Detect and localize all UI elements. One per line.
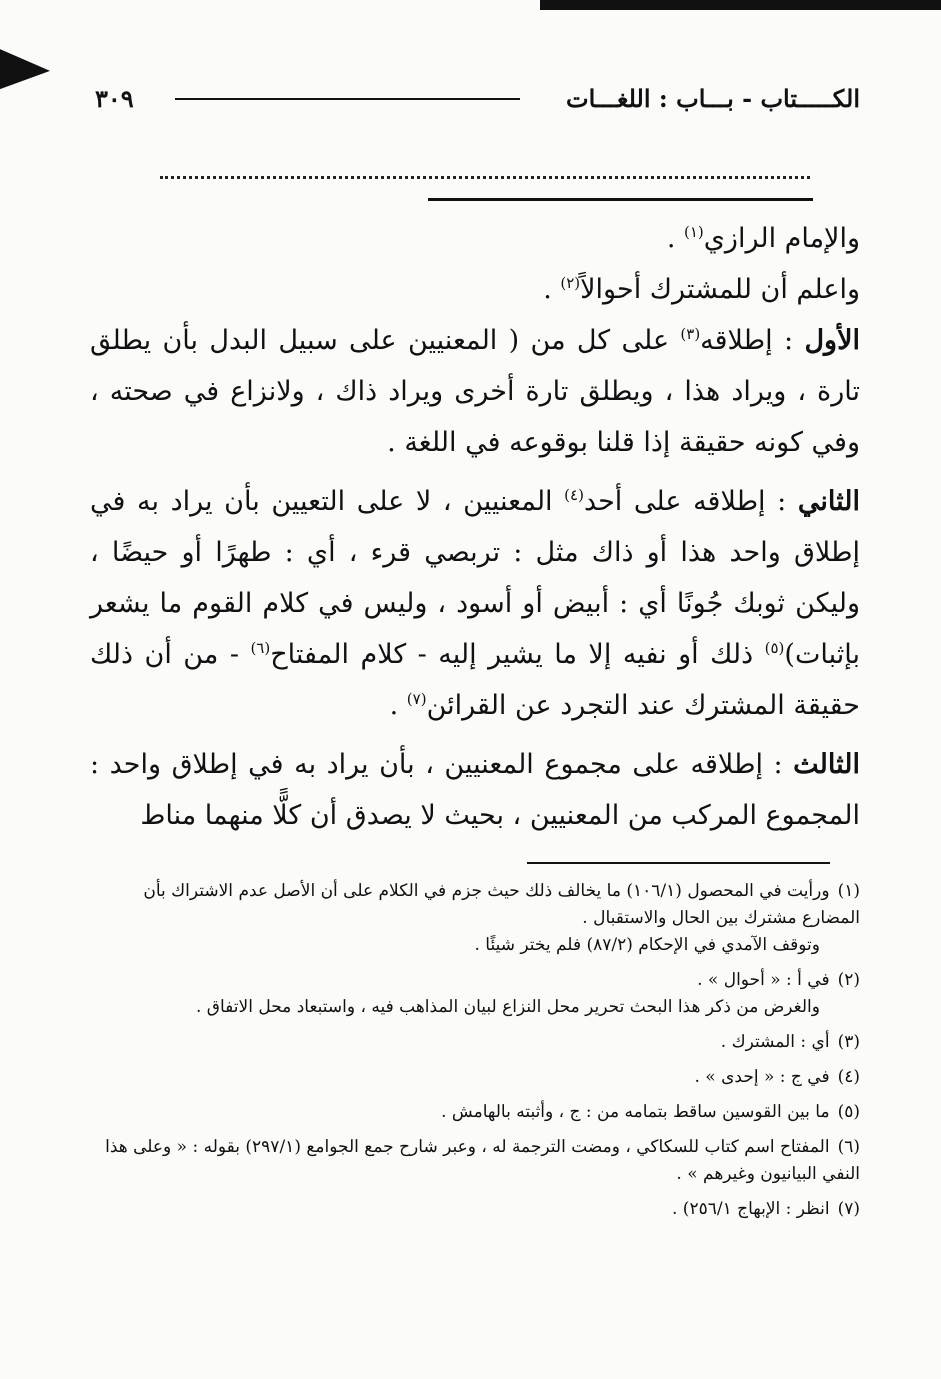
footnote-number: (٥) xyxy=(837,1102,860,1122)
heading-third: الثالث xyxy=(793,749,860,780)
footnote-number: (٧) xyxy=(837,1199,860,1219)
footnote-ref-4[interactable]: (٤) xyxy=(564,486,584,504)
footnote-number: (٣) xyxy=(837,1032,860,1052)
footnote-number: (٦) xyxy=(837,1137,860,1157)
paragraph-second: الثاني : إطلاقه على أحد$^{(٤)}$ المعنيين ، لا على التعيين بأن يراد به في إطلاق واحد هذا أو ذاك مثل : تربصي قرء ، أي : طهرًا أو حيضًا ، وليكن ثوبك جُونًا أي : أبيض أو أسود ، وليس في كلام القوم ما يشعر بإثبات)$^{(٥)}$ ذلك أو نفيه إلا ما يشير إليه - كلام المفتاح$^{(٦)}$ - من أن ذلك حقيقة المشترك عند التجرد عن القرائن$^{(٧)}$ . xyxy=(90,486,860,721)
paragraph-third: الثالث : إطلاقه على مجموع المعنيين ، بأن يراد به في إطلاق واحد : المجموع المركب من المعنيين ، بحيث لا يصدق أن كلًّا منهما مناط xyxy=(90,749,860,831)
footnote-ref-7[interactable]: (٧) xyxy=(406,690,427,708)
page-header xyxy=(95,82,860,118)
paragraph-2: واعلم أن للمشترك أحوالاً$^{(٢)}$ . xyxy=(543,274,860,305)
main-text xyxy=(90,213,860,849)
scan-edge-top xyxy=(540,0,941,10)
heading-first: الأول xyxy=(804,325,860,356)
footnote-7: (٧)انظر : الإبهاج ٢٥٦/١) . xyxy=(672,1199,860,1219)
footnote-1: (١)ورأيت في المحصول (١٠٦/١) ما يخالف ذلك حيث جزم في الكلام على أن الأصل عدم الاشتراك بأن المضارع مشترك بين الحال والاستقبال . وتوقف الآمدي في الإحكام (٨٧/٢) فلم يختر شيئًا . xyxy=(143,881,860,955)
footnote-ref-1[interactable]: (١) xyxy=(683,223,704,241)
heading-second: الثاني xyxy=(797,486,860,517)
footnote-ref-3[interactable]: (٣) xyxy=(680,325,701,343)
footnote-rule xyxy=(527,862,830,864)
footnote-3: (٣)أي : المشترك . xyxy=(720,1032,860,1052)
footnote-4: (٤)في ج : « إحدى » . xyxy=(694,1067,860,1087)
footnote-number: (١) xyxy=(837,881,860,901)
footnote-2: (٢)في أ : « أحوال » . والغرض من ذكر هذا البحث تحرير محل النزاع لبيان المذاهب فيه ، واستبعاد محل الاتفاق . xyxy=(196,970,860,1017)
footnote-number: (٢) xyxy=(837,970,860,990)
scan-corner-mark xyxy=(0,31,50,89)
dotted-separator xyxy=(160,160,810,179)
footnote-ref-2[interactable]: (٢) xyxy=(560,274,581,292)
footnote-number: (٤) xyxy=(837,1067,860,1087)
paragraph-1: والإمام الرازي$^{(١)}$ . xyxy=(666,223,860,254)
page-number: ٣٠٩ xyxy=(95,84,134,113)
header-rule xyxy=(175,98,520,100)
paragraph-first: الأول : إطلاقه$^{(٣)}$ على كل من ( المعنيين على سبيل البدل بأن يطلق تارة ، ويراد هذا ، ويطلق تارة أخرى ويراد ذاك ، ولانزاع في صحته ، وفي كونه حقيقة إذا قلنا بوقوعه في اللغة . xyxy=(90,325,860,458)
footnote-6: (٦)المفتاح اسم كتاب للسكاكي ، ومضت الترجمة له ، وعبر شارح جمع الجوامع (٢٩٧/١) بقوله : « وعلى هذا النفي البيانيون وغيرهم » . xyxy=(105,1137,860,1184)
footnotes xyxy=(90,878,860,1231)
running-title: الكـــــتاب - بـــاب : اللغـــات xyxy=(566,84,860,113)
footnote-ref-5[interactable]: (٥) xyxy=(764,639,785,657)
footnote-ref-6[interactable]: (٦) xyxy=(250,639,271,657)
section-rule xyxy=(428,198,813,201)
footnote-5: (٥)ما بين القوسين ساقط بتمامه من : ج ، وأثبته بالهامش . xyxy=(441,1102,860,1122)
